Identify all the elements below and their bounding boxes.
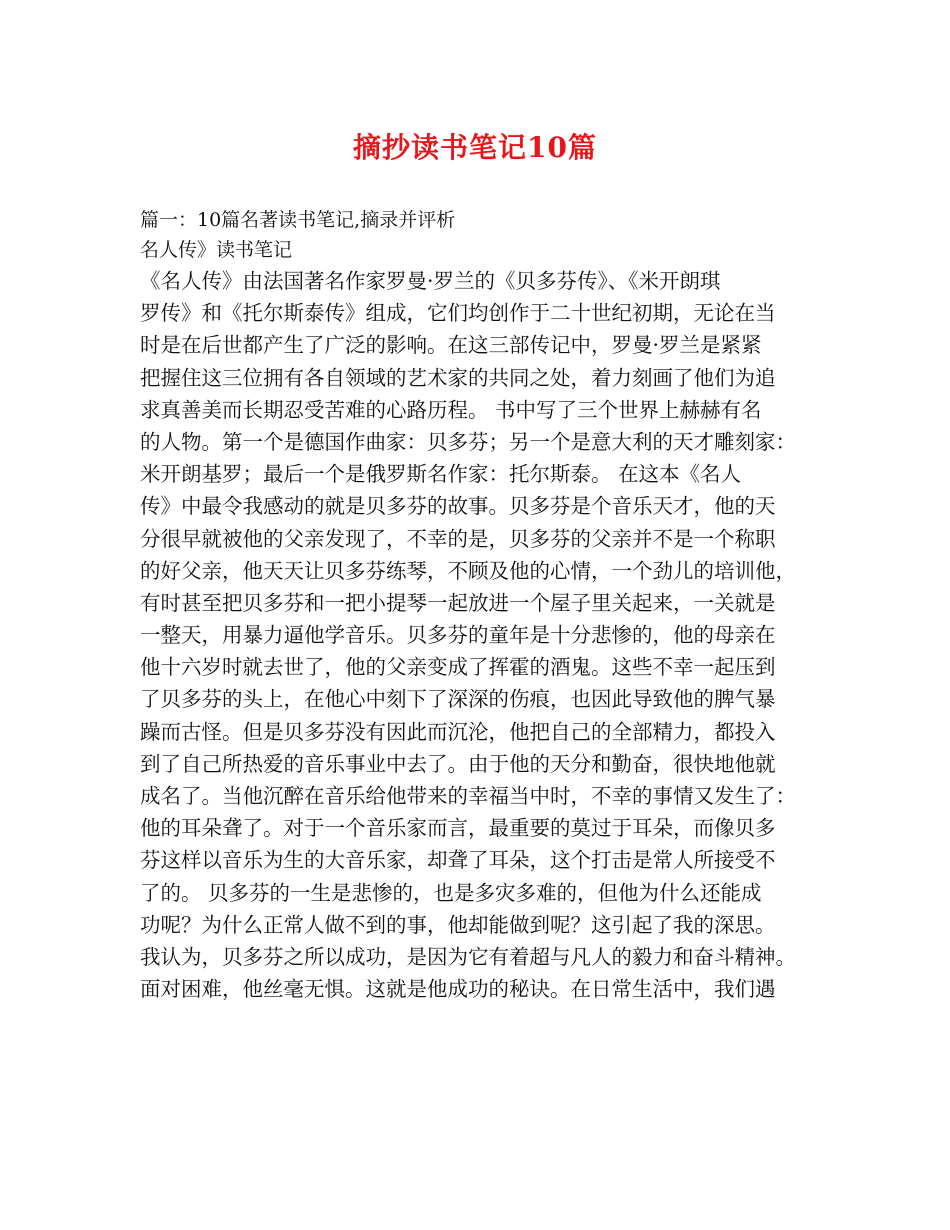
paragraph-line: 功呢？为什么正常人做不到的事，他却能做到呢？这引起了我的深思。 [140,912,776,937]
paragraph-line: 成名了。当他沉醉在音乐给他带来的幸福当中时，不幸的事情又发生了： [140,784,796,808]
paragraph-line: 米开朗基罗；最后一个是俄罗斯名作家：托尔斯泰。 在这本《名人 [140,462,742,487]
section-heading: 篇一：10篇名著读书笔记,摘录并评析 [140,209,456,231]
paragraph-line: 了贝多芬的头上，在他心中刻下了深深的伤痕，也因此导致他的脾气暴 [140,687,776,712]
paragraph-line: 的人物。第一个是德国作曲家：贝多芬；另一个是意大利的天才雕刻家： [140,429,796,454]
paragraph-line: 一整天，用暴力逼他学音乐。贝多芬的童年是十分悲惨的，他的母亲在 [140,623,776,648]
paragraph-line: 把握住这三位拥有各自领域的艺术家的共同之处，着力刻画了他们为追 [140,365,776,390]
paragraph-line: 《名人传》由法国著名作家罗曼·罗兰的《贝多芬传》、《米开朗琪 [140,269,721,293]
paragraph-line: 我认为，贝多芬之所以成功，是因为它有着超与凡人的毅力和奋斗精神。 [140,944,796,969]
paragraph-line: 有时甚至把贝多芬和一把小提琴一起放进一个屋子里关起来，一关就是 [140,590,776,615]
paragraph-line: 罗传》和《托尔斯泰传》组成，它们均创作于二十世纪初期，无论在当 [140,301,776,326]
paragraph-line: 了的。 贝多芬的一生是悲惨的，也是多灾多难的，但他为什么还能成 [140,880,762,905]
paragraph-line: 他十六岁时就去世了，他的父亲变成了挥霍的酒鬼。这些不幸一起压到 [140,655,776,680]
paragraph-line: 传》中最令我感动的就是贝多芬的故事。贝多芬是个音乐天才，他的天 [140,494,776,519]
paragraph-lines [140,265,830,1005]
paragraph-line: 到了自己所热爱的音乐事业中去了。由于他的天分和勤奋，很快地他就 [140,751,776,776]
paragraph-line: 时是在后世都产生了广泛的影响。在这三部传记中，罗曼·罗兰是紧紧 [140,333,762,358]
paragraph-line: 的好父亲，他天天让贝多芬练琴，不顾及他的心情，一个劲儿的培训他， [140,558,796,583]
document-title: 摘抄读书笔记10篇 [353,131,597,164]
paragraph-line: 芬这样以音乐为生的大音乐家，却聋了耳朵，这个打击是常人所接受不 [140,848,776,873]
paragraph-line: 他的耳朵聋了。对于一个音乐家而言，最重要的莫过于耳朵，而像贝多 [140,816,776,841]
document-body [140,205,830,1005]
paragraph-line: 面对困难，他丝毫无惧。这就是他成功的秘诀。在日常生活中，我们遇 [140,977,776,1002]
paragraph-line: 分很早就被他的父亲发现了，不幸的是，贝多芬的父亲并不是一个称职 [140,526,776,551]
paragraph-line: 躁而古怪。但是贝多芬没有因此而沉沦，他把自己的全部精力，都投入 [140,719,776,744]
paragraph-line: 求真善美而长期忍受苦难的心路历程。 书中写了三个世界上赫赫有名 [140,397,762,422]
subheading: 名人传》读书笔记 [140,239,293,261]
